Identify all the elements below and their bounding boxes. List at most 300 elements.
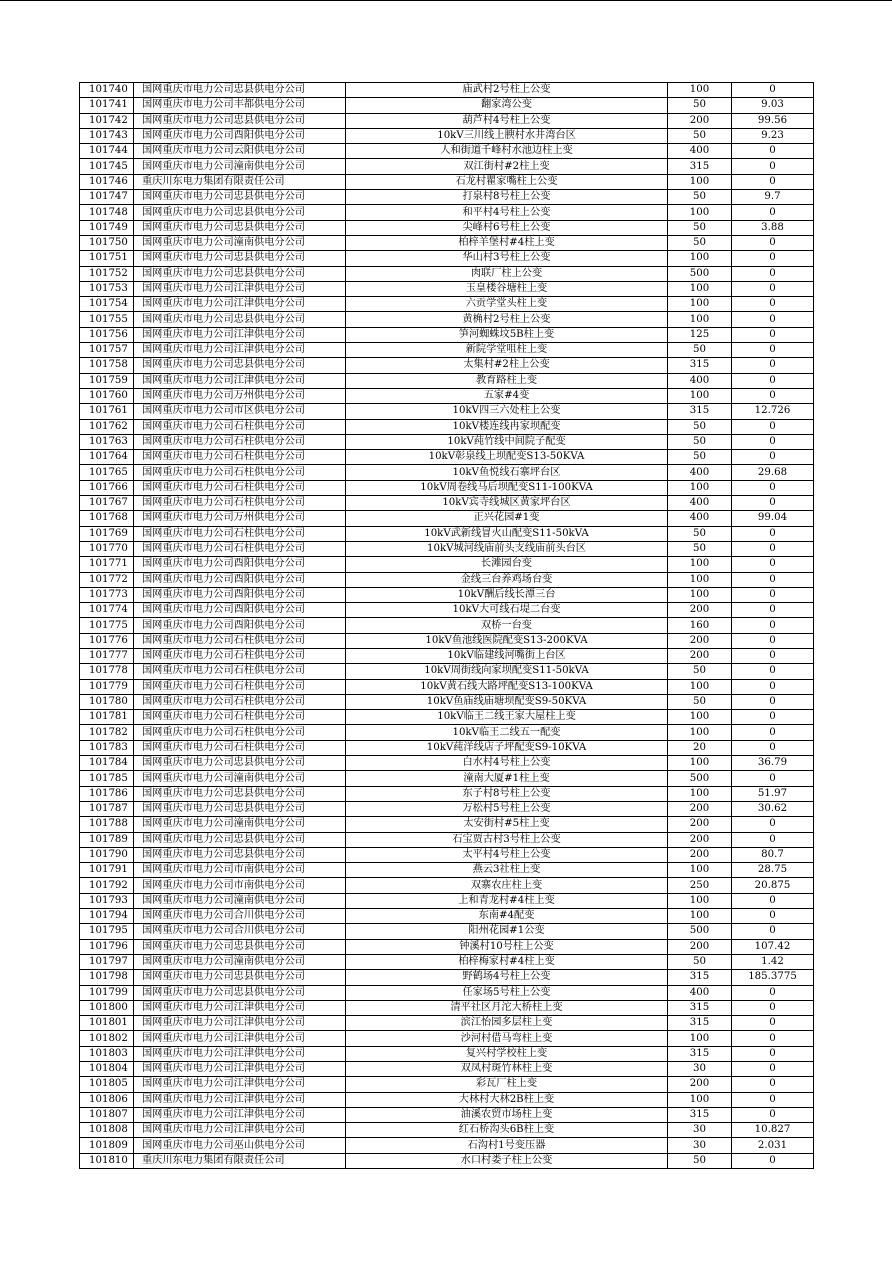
company-cell: 国网重庆市电力公司江津供电分公司 [134,1046,346,1061]
value-cell: 0 [732,235,814,250]
capacity-cell: 50 [668,434,732,449]
row-id-cell: 101787 [80,801,134,816]
row-id-cell: 101783 [80,740,134,755]
company-cell: 国网重庆市电力公司忠县供电分公司 [134,756,346,771]
company-cell: 国网重庆市电力公司忠县供电分公司 [134,985,346,1000]
table-row [80,1107,814,1122]
company-cell: 国网重庆市电力公司巫山供电分公司 [134,1138,346,1153]
table-body [80,83,814,1169]
value-cell: 0 [732,817,814,832]
table-row [80,633,814,648]
company-cell: 国网重庆市电力公司石柱供电分公司 [134,740,346,755]
row-id-cell: 101802 [80,1031,134,1046]
value-cell: 0 [732,297,814,312]
table-row [80,83,814,98]
value-cell: 0 [732,83,814,98]
capacity-cell: 50 [668,541,732,556]
transformer-name-cell: 大林村大林2B柱上变 [346,1092,668,1107]
company-cell: 国网重庆市电力公司万州供电分公司 [134,511,346,526]
capacity-cell: 50 [668,343,732,358]
value-cell: 0 [732,450,814,465]
row-id-cell: 101800 [80,1000,134,1015]
transformer-name-cell: 10kV大可线石堤二台变 [346,603,668,618]
row-id-cell: 101759 [80,373,134,388]
company-cell: 国网重庆市电力公司合川供电分公司 [134,909,346,924]
capacity-cell: 50 [668,526,732,541]
value-cell: 0 [732,1107,814,1122]
company-cell: 国网重庆市电力公司江津供电分公司 [134,1123,346,1138]
value-cell: 0 [732,985,814,1000]
transformer-name-cell: 10kV武新线冒火山配变S11-50kVA [346,526,668,541]
row-id-cell: 101794 [80,909,134,924]
table-row [80,847,814,862]
transformer-name-cell: 10kV酬后线长潭三台 [346,587,668,602]
row-id-cell: 101754 [80,297,134,312]
transformer-name-cell: 10kV黄石线大路坪配变S13-100KVA [346,679,668,694]
value-cell: 0 [732,174,814,189]
capacity-cell: 50 [668,1153,732,1168]
capacity-cell: 50 [668,235,732,250]
transformer-name-cell: 尖峰村6号柱上公变 [346,220,668,235]
row-id-cell: 101791 [80,863,134,878]
row-id-cell: 101777 [80,648,134,663]
table-row [80,511,814,526]
value-cell: 51.97 [732,786,814,801]
row-id-cell: 101792 [80,878,134,893]
capacity-cell: 30 [668,1138,732,1153]
transformer-name-cell: 石宝贾古村3号柱上公变 [346,832,668,847]
transformer-name-cell: 打泉村8号柱上公变 [346,190,668,205]
transformer-name-cell: 双寨农庄柱上变 [346,878,668,893]
value-cell: 0 [732,480,814,495]
transformer-name-cell: 长滩园台变 [346,557,668,572]
transformer-name-cell: 东子村8号柱上公变 [346,786,668,801]
row-id-cell: 101772 [80,572,134,587]
table-row [80,434,814,449]
row-id-cell: 101742 [80,113,134,128]
transformer-name-cell: 沙河村借马弯柱上变 [346,1031,668,1046]
transformer-name-cell: 柏梓羊堡村#4柱上变 [346,235,668,250]
transformer-name-cell: 黄桷村2号柱上公变 [346,312,668,327]
capacity-cell: 315 [668,1046,732,1061]
row-id-cell: 101803 [80,1046,134,1061]
capacity-cell: 100 [668,710,732,725]
table-row [80,679,814,694]
company-cell: 国网重庆市电力公司酉阳供电分公司 [134,587,346,602]
value-cell: 0 [732,496,814,511]
company-cell: 国网重庆市电力公司潼南供电分公司 [134,235,346,250]
table-row [80,1138,814,1153]
table-row [80,832,814,847]
row-id-cell: 101758 [80,358,134,373]
company-cell: 国网重庆市电力公司江津供电分公司 [134,1031,346,1046]
table-row [80,297,814,312]
capacity-cell: 315 [668,970,732,985]
transformer-name-cell: 双江街村#2柱上变 [346,159,668,174]
row-id-cell: 101766 [80,480,134,495]
transformer-name-cell: 10kV莼洋线店子坪配变S9-10KVA [346,740,668,755]
capacity-cell: 100 [668,251,732,266]
value-cell: 3.88 [732,220,814,235]
row-id-cell: 101793 [80,893,134,908]
value-cell: 0 [732,725,814,740]
transformer-name-cell: 任家场5号柱上公变 [346,985,668,1000]
transformer-name-cell: 玉皇楼谷塘柱上变 [346,281,668,296]
company-cell: 国网重庆市电力公司潼南供电分公司 [134,771,346,786]
value-cell: 0 [732,251,814,266]
row-id-cell: 101768 [80,511,134,526]
company-cell: 国网重庆市电力公司酉阳供电分公司 [134,603,346,618]
company-cell: 国网重庆市电力公司石柱供电分公司 [134,450,346,465]
company-cell: 国网重庆市电力公司石柱供电分公司 [134,710,346,725]
capacity-cell: 50 [668,190,732,205]
capacity-cell: 100 [668,205,732,220]
transformer-name-cell: 钟溪村10号柱上公变 [346,939,668,954]
capacity-cell: 315 [668,1000,732,1015]
table-row [80,893,814,908]
row-id-cell: 101762 [80,419,134,434]
row-id-cell: 101809 [80,1138,134,1153]
company-cell: 国网重庆市电力公司石柱供电分公司 [134,526,346,541]
value-cell: 0 [732,832,814,847]
value-cell: 0 [732,740,814,755]
capacity-cell: 100 [668,572,732,587]
table-row [80,710,814,725]
page-top-rule [0,0,892,1]
capacity-cell: 100 [668,1092,732,1107]
value-cell: 0 [732,1077,814,1092]
company-cell: 国网重庆市电力公司石柱供电分公司 [134,648,346,663]
company-cell: 国网重庆市电力公司市南供电分公司 [134,863,346,878]
table-row [80,373,814,388]
table-row [80,771,814,786]
capacity-cell: 250 [668,878,732,893]
row-id-cell: 101804 [80,1062,134,1077]
capacity-cell: 400 [668,496,732,511]
table-row [80,251,814,266]
row-id-cell: 101748 [80,205,134,220]
capacity-cell: 400 [668,465,732,480]
table-row [80,970,814,985]
table-row [80,343,814,358]
transformer-name-cell: 10kV临王二线王家大屋柱上变 [346,710,668,725]
company-cell: 国网重庆市电力公司酉阳供电分公司 [134,557,346,572]
value-cell: 99.56 [732,113,814,128]
company-cell: 国网重庆市电力公司忠县供电分公司 [134,251,346,266]
table-row [80,1016,814,1031]
capacity-cell: 50 [668,128,732,143]
value-cell: 28.75 [732,863,814,878]
value-cell: 0 [732,587,814,602]
transformer-name-cell: 双桥一台变 [346,618,668,633]
capacity-cell: 100 [668,587,732,602]
table-row [80,281,814,296]
value-cell: 0 [732,1062,814,1077]
company-cell: 国网重庆市电力公司石柱供电分公司 [134,679,346,694]
company-cell: 国网重庆市电力公司忠县供电分公司 [134,205,346,220]
company-cell: 国网重庆市电力公司忠县供电分公司 [134,190,346,205]
company-cell: 国网重庆市电力公司潼南供电分公司 [134,954,346,969]
company-cell: 国网重庆市电力公司江津供电分公司 [134,1000,346,1015]
value-cell: 9.03 [732,98,814,113]
table-row [80,419,814,434]
capacity-cell: 315 [668,404,732,419]
company-cell: 国网重庆市电力公司忠县供电分公司 [134,786,346,801]
capacity-cell: 500 [668,924,732,939]
transformer-name-cell: 双凤村斑竹林柱上变 [346,1062,668,1077]
capacity-cell: 100 [668,297,732,312]
company-cell: 国网重庆市电力公司合川供电分公司 [134,924,346,939]
row-id-cell: 101763 [80,434,134,449]
capacity-cell: 315 [668,1107,732,1122]
transformer-name-cell: 翻家湾公变 [346,98,668,113]
transformer-name-cell: 10kV鱼悦线石寨坪台区 [346,465,668,480]
value-cell: 0 [732,771,814,786]
transformer-name-cell: 潼南大厦#1柱上变 [346,771,668,786]
table-row [80,985,814,1000]
value-cell: 107.42 [732,939,814,954]
value-cell: 0 [732,618,814,633]
capacity-cell: 315 [668,159,732,174]
table-row [80,98,814,113]
company-cell: 国网重庆市电力公司市区供电分公司 [134,404,346,419]
capacity-cell: 315 [668,1016,732,1031]
row-id-cell: 101757 [80,343,134,358]
transformer-name-cell: 人和街道千峰村水池边柱上变 [346,144,668,159]
transformer-name-cell: 10kV城河线庙前头支线庙前头台区 [346,541,668,556]
row-id-cell: 101796 [80,939,134,954]
row-id-cell: 101795 [80,924,134,939]
capacity-cell: 30 [668,1123,732,1138]
transformer-name-cell: 10kV宾寺线城区黄家坪台区 [346,496,668,511]
capacity-cell: 100 [668,756,732,771]
capacity-cell: 100 [668,679,732,694]
row-id-cell: 101810 [80,1153,134,1168]
table-row [80,526,814,541]
row-id-cell: 101747 [80,190,134,205]
table-row [80,939,814,954]
transformer-name-cell: 笋河蜘蛛坟5B柱上变 [346,327,668,342]
company-cell: 国网重庆市电力公司江津供电分公司 [134,281,346,296]
company-cell: 国网重庆市电力公司石柱供电分公司 [134,633,346,648]
company-cell: 国网重庆市电力公司酉阳供电分公司 [134,572,346,587]
value-cell: 0 [732,1046,814,1061]
table-row [80,801,814,816]
company-cell: 国网重庆市电力公司潼南供电分公司 [134,893,346,908]
transformer-name-cell: 燕云3社柱上变 [346,863,668,878]
value-cell: 0 [732,633,814,648]
transformer-name-cell: 10kV莼竹线中间院子配变 [346,434,668,449]
value-cell: 9.7 [732,190,814,205]
table-row [80,144,814,159]
company-cell: 重庆川东电力集团有限责任公司 [134,1153,346,1168]
row-id-cell: 101805 [80,1077,134,1092]
row-id-cell: 101749 [80,220,134,235]
company-cell: 国网重庆市电力公司江津供电分公司 [134,373,346,388]
company-cell: 国网重庆市电力公司云阳供电分公司 [134,144,346,159]
value-cell: 0 [732,1153,814,1168]
row-id-cell: 101743 [80,128,134,143]
row-id-cell: 101767 [80,496,134,511]
table-row [80,756,814,771]
company-cell: 国网重庆市电力公司江津供电分公司 [134,1092,346,1107]
capacity-cell: 100 [668,863,732,878]
value-cell: 0 [732,1000,814,1015]
value-cell: 30.62 [732,801,814,816]
transformer-name-cell: 10kV临建线河嘴街上台区 [346,648,668,663]
table-row [80,312,814,327]
capacity-cell: 400 [668,144,732,159]
row-id-cell: 101753 [80,281,134,296]
transformer-name-cell: 五家#4变 [346,388,668,403]
table-row [80,480,814,495]
row-id-cell: 101740 [80,83,134,98]
transformer-name-cell: 10kV楼连线冉家坝配变 [346,419,668,434]
row-id-cell: 101785 [80,771,134,786]
capacity-cell: 400 [668,373,732,388]
value-cell: 0 [732,205,814,220]
transformer-name-cell: 东南#4配变 [346,909,668,924]
table-row [80,128,814,143]
table-row [80,1092,814,1107]
value-cell: 0 [732,679,814,694]
table-row [80,1046,814,1061]
value-cell: 0 [732,924,814,939]
table-row [80,817,814,832]
capacity-cell: 100 [668,1031,732,1046]
value-cell: 0 [732,648,814,663]
transformer-name-cell: 滨江怡园多层柱上变 [346,1016,668,1031]
transformer-name-cell: 10kV彰泉线上坝配变S13-50KVA [346,450,668,465]
capacity-cell: 500 [668,771,732,786]
transformer-name-cell: 红石桥沟头6B柱上变 [346,1123,668,1138]
row-id-cell: 101807 [80,1107,134,1122]
value-cell: 12.726 [732,404,814,419]
company-cell: 国网重庆市电力公司忠县供电分公司 [134,83,346,98]
row-id-cell: 101764 [80,450,134,465]
table-row [80,725,814,740]
company-cell: 重庆川东电力集团有限责任公司 [134,174,346,189]
company-cell: 国网重庆市电力公司潼南供电分公司 [134,817,346,832]
row-id-cell: 101774 [80,603,134,618]
transformer-name-cell: 彩瓦厂柱上变 [346,1077,668,1092]
company-cell: 国网重庆市电力公司江津供电分公司 [134,297,346,312]
row-id-cell: 101750 [80,235,134,250]
value-cell: 2.031 [732,1138,814,1153]
capacity-cell: 100 [668,786,732,801]
transformer-name-cell: 葫芦村4号柱上公变 [346,113,668,128]
company-cell: 国网重庆市电力公司潼南供电分公司 [134,159,346,174]
capacity-cell: 200 [668,832,732,847]
capacity-cell: 200 [668,939,732,954]
row-id-cell: 101778 [80,664,134,679]
value-cell: 0 [732,893,814,908]
capacity-cell: 50 [668,450,732,465]
table-row [80,174,814,189]
capacity-cell: 200 [668,817,732,832]
table-row [80,924,814,939]
transformer-name-cell: 金线三台养鸡场台变 [346,572,668,587]
capacity-cell: 50 [668,419,732,434]
table-row [80,1031,814,1046]
table-row [80,1153,814,1168]
row-id-cell: 101769 [80,526,134,541]
value-cell: 0 [732,373,814,388]
company-cell: 国网重庆市电力公司市南供电分公司 [134,878,346,893]
table-row [80,266,814,281]
table-row [80,496,814,511]
company-cell: 国网重庆市电力公司忠县供电分公司 [134,939,346,954]
row-id-cell: 101799 [80,985,134,1000]
company-cell: 国网重庆市电力公司江津供电分公司 [134,1077,346,1092]
row-id-cell: 101780 [80,694,134,709]
row-id-cell: 101798 [80,970,134,985]
value-cell: 0 [732,343,814,358]
value-cell: 0 [732,266,814,281]
value-cell: 1.42 [732,954,814,969]
transformer-name-cell: 教育路柱上变 [346,373,668,388]
value-cell: 0 [732,419,814,434]
transformer-name-cell: 正兴花园#1变 [346,511,668,526]
value-cell: 29.68 [732,465,814,480]
table-row [80,863,814,878]
value-cell: 0 [732,541,814,556]
capacity-cell: 20 [668,740,732,755]
transformer-name-cell: 太平村4号柱上公变 [346,847,668,862]
row-id-cell: 101784 [80,756,134,771]
transformer-name-cell: 太安街村#5柱上变 [346,817,668,832]
transformer-table [79,82,814,1169]
capacity-cell: 100 [668,388,732,403]
transformer-name-cell: 华山村3号柱上公变 [346,251,668,266]
company-cell: 国网重庆市电力公司忠县供电分公司 [134,847,346,862]
value-cell: 0 [732,710,814,725]
value-cell: 20.875 [732,878,814,893]
transformer-name-cell: 白水村4号柱上公变 [346,756,668,771]
table-row [80,786,814,801]
table-row [80,113,814,128]
capacity-cell: 100 [668,480,732,495]
transformer-name-cell: 上和青龙村#4柱上变 [346,893,668,908]
capacity-cell: 200 [668,847,732,862]
value-cell: 99.04 [732,511,814,526]
transformer-name-cell: 复兴村学校柱上变 [346,1046,668,1061]
company-cell: 国网重庆市电力公司忠县供电分公司 [134,220,346,235]
row-id-cell: 101771 [80,557,134,572]
value-cell: 0 [732,159,814,174]
company-cell: 国网重庆市电力公司石柱供电分公司 [134,434,346,449]
value-cell: 0 [732,909,814,924]
transformer-name-cell: 油溪农贸市场柱上变 [346,1107,668,1122]
table-row [80,1062,814,1077]
company-cell: 国网重庆市电力公司石柱供电分公司 [134,541,346,556]
value-cell: 0 [732,603,814,618]
transformer-name-cell: 10kV四三六处柱上公变 [346,404,668,419]
capacity-cell: 125 [668,327,732,342]
value-cell: 0 [732,281,814,296]
table-row [80,618,814,633]
value-cell: 0 [732,1031,814,1046]
company-cell: 国网重庆市电力公司江津供电分公司 [134,1062,346,1077]
value-cell: 80.7 [732,847,814,862]
transformer-name-cell: 10kV临王二线五一配变 [346,725,668,740]
transformer-name-cell: 水口村娄子柱上公变 [346,1153,668,1168]
table-row [80,388,814,403]
company-cell: 国网重庆市电力公司江津供电分公司 [134,343,346,358]
capacity-cell: 100 [668,83,732,98]
value-cell: 0 [732,144,814,159]
company-cell: 国网重庆市电力公司石柱供电分公司 [134,480,346,495]
